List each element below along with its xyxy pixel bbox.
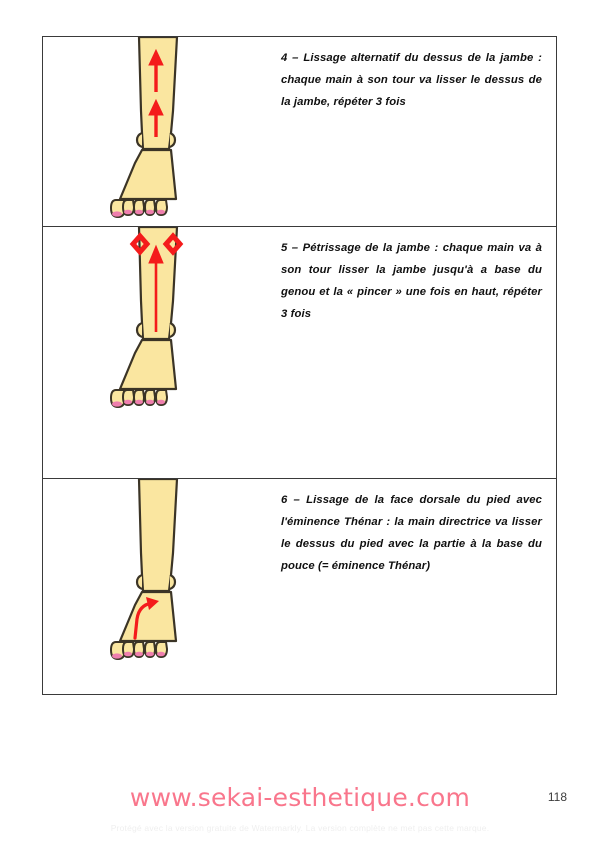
table-row — [43, 37, 557, 227]
toenail-5 — [157, 210, 165, 215]
leg-and-foot-illustration — [97, 479, 215, 667]
toenail-2 — [124, 652, 132, 657]
toenail-4 — [146, 400, 154, 405]
panel-inner — [43, 227, 556, 478]
panel-inner — [43, 479, 556, 694]
toenail-big — [112, 653, 122, 658]
toes-group — [111, 642, 167, 659]
step-5-text: 5 – Pétrissage de la jambe : chaque main va à son tour lisser la jambe jusqu'à a base du genou et la « pincer » une fois en haut, répéter 3 fois — [281, 242, 542, 321]
toenail-3 — [135, 652, 143, 657]
table-row — [43, 479, 557, 695]
table-row — [43, 227, 557, 479]
ankle-notch-left — [137, 323, 142, 337]
toes-group — [111, 390, 167, 407]
toenail-4 — [146, 210, 154, 215]
leg-and-foot-illustration — [97, 227, 215, 415]
site-url[interactable]: www.sekai-esthetique.com — [129, 783, 471, 812]
figure-leg-long-arrow — [43, 227, 269, 478]
toenail-2 — [124, 210, 132, 215]
leg-and-foot-illustration — [97, 37, 215, 225]
figure-leg-two-arrows — [43, 37, 269, 226]
watermark-note: Protégé avec la version gratuite de Watermarkly. La version complète ne met pas cette marque. — [110, 823, 490, 833]
toenail-5 — [157, 652, 165, 657]
toenail-2 — [124, 400, 132, 405]
toenail-3 — [135, 400, 143, 405]
figure-foot-curved-arrow — [43, 479, 269, 694]
lower-leg-shape — [139, 479, 177, 591]
toes-group — [111, 200, 167, 217]
ankle-notch-left — [137, 133, 142, 147]
panel-inner — [43, 37, 556, 226]
page-number: 118 — [547, 790, 567, 804]
toenail-big — [112, 211, 122, 216]
toenail-big — [112, 401, 122, 406]
toenail-3 — [135, 210, 143, 215]
ankle-notch-left — [137, 575, 142, 589]
ankle-notch-right — [170, 323, 175, 337]
step-4-text: 4 – Lissage alternatif du dessus de la jambe : chaque main à son tour va lisser le dessus de la jambe, répéter 3 fois — [281, 52, 542, 109]
ankle-notch-right — [170, 575, 175, 589]
ankle-notch-right — [170, 133, 175, 147]
foot-shape — [120, 150, 176, 199]
step-panel-6 — [43, 479, 557, 695]
step-6-text: 6 – Lissage de la face dorsale du pied avec l'éminence Thénar : la main directrice va lisser le dessus du pied avec la partie à la base du pouce (= éminence Thénar) — [281, 494, 542, 573]
toenail-5 — [157, 400, 165, 405]
foot-shape — [120, 340, 176, 389]
toenail-4 — [146, 652, 154, 657]
step-panel-4 — [43, 37, 557, 227]
massage-steps-table — [42, 36, 557, 695]
step-panel-5 — [43, 227, 557, 479]
